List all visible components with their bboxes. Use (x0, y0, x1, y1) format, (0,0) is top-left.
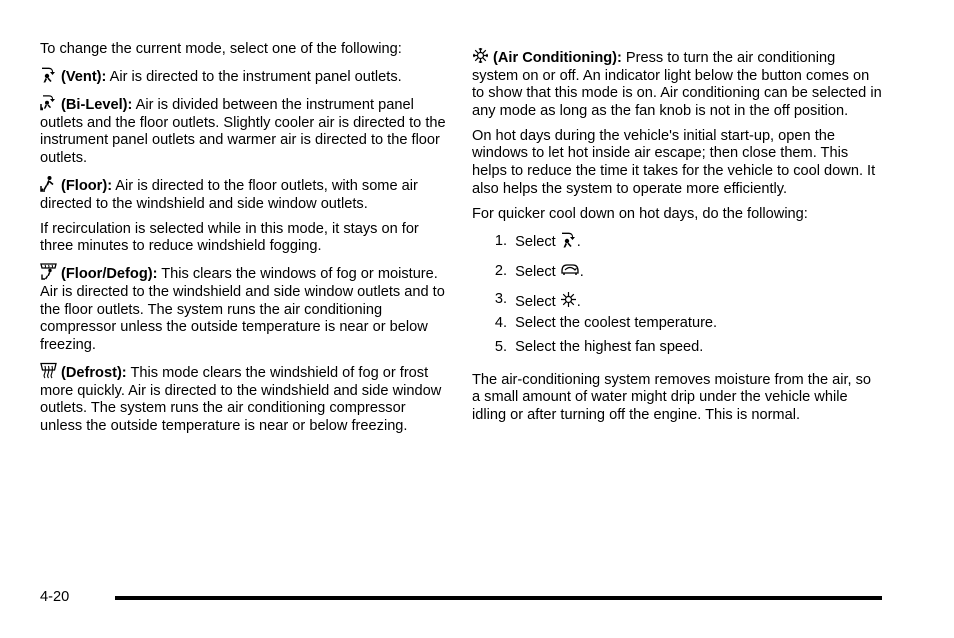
bi-level-text: Air is divided between the instrument panel outlets and the floor outlets. Slightly cooler air is directed to the instrument panel outlets and warmer air is directed to the floor outlets. (40, 97, 446, 166)
vent-icon (560, 231, 577, 248)
defrost-label: (Defrost): (61, 364, 127, 381)
air-conditioning-icon (472, 47, 489, 64)
vent-paragraph (40, 66, 450, 87)
footer-rule (115, 596, 882, 600)
bi-level-paragraph (40, 94, 450, 167)
moisture-paragraph: The air-conditioning system removes moisture from the air, so a small amount of water might drip under the vehicle while idling or after turning off the engine. This is normal. (472, 371, 872, 424)
floor-icon (40, 175, 57, 192)
air-conditioning-text: Press to turn the air conditioning system on or off. An indicator light below the button comes on to show that this mode is on. Air conditioning can be selected in any mode as long as the fan knob is not in the off position. (472, 50, 882, 119)
list-item: 4. Select the coolest temperature. (494, 314, 718, 331)
intro-text: To change the current mode, select one of the following: (40, 41, 402, 57)
floor-defog-icon (40, 263, 57, 280)
list-item: 3. Select . (494, 290, 581, 310)
vent-icon (40, 66, 57, 83)
floor-text: Air is directed to the floor outlets, with some air directed to the windshield and side window outlets. (40, 178, 418, 212)
air-conditioning-icon (560, 291, 577, 308)
list-item: 2. Select . (494, 262, 584, 280)
defrost-text: This mode clears the windshield of fog or frost more quickly. Air is directed to the windshield and side window outlets. The system runs the air conditioning compressor unless the outside temperature is near or below freezing. (40, 364, 442, 434)
list-item: 5. Select the highest fan speed. (494, 338, 704, 355)
right-column (472, 47, 882, 432)
defrost-paragraph (40, 362, 450, 435)
floor-defog-text: This clears the windows of fog or moisture. Air is directed to the windshield and side window outlets and to the floor outlets. The system runs the air conditioning compressor unless the outside temperature is near or below freezing. (40, 266, 445, 353)
quicker-cool-down-intro: For quicker cool down on hot days, do the following: (472, 205, 808, 222)
hot-days-paragraph: On hot days during the vehicle's initial start-up, open the windows to let hot inside air escape; then close them. This helps to reduce the time it takes for the vehicle to cool down. It also helps the system to operate more efficiently. (472, 127, 876, 197)
recirculation-note: If recirculation is selected while in this mode, it stays on for three minutes to reduce windshield fogging. (40, 220, 419, 255)
bi-level-label: (Bi-Level): (61, 97, 133, 114)
page-number: 4-20 (40, 589, 70, 605)
air-conditioning-paragraph (472, 47, 882, 120)
list-item: 1. Select . (494, 232, 581, 250)
defrost-icon (40, 362, 57, 379)
vent-text: Air is directed to the instrument panel outlets. (106, 69, 402, 86)
cool-down-steps (472, 231, 882, 363)
left-column (40, 41, 450, 443)
floor-label: (Floor): (61, 178, 113, 195)
floor-defog-paragraph (40, 263, 450, 354)
floor-defog-label: (Floor/Defog): (61, 266, 158, 283)
recirculation-icon (560, 261, 580, 278)
floor-paragraph (40, 175, 450, 213)
vent-label: (Vent): (61, 69, 107, 86)
bi-level-icon (40, 94, 57, 111)
air-conditioning-label: (Air Conditioning): (493, 50, 622, 66)
